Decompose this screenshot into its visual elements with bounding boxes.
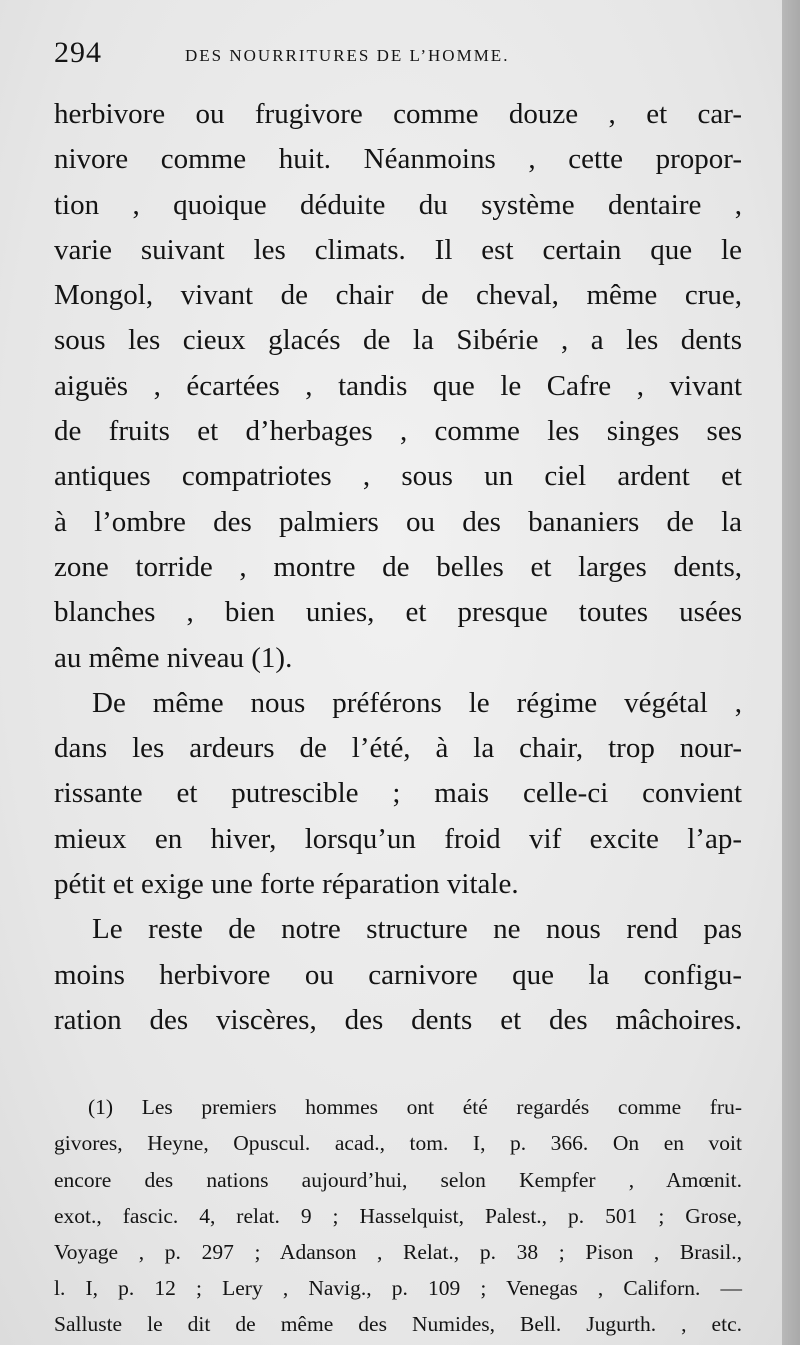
text-line: blanches , bien unies, et presque toutes usées: [54, 596, 742, 629]
paragraph-2: [54, 681, 742, 907]
text-line: pétit et exige une forte réparation vitale.: [54, 868, 519, 901]
text-line: nivore comme huit. Néanmoins , cette propor-: [54, 143, 742, 176]
text-line: mieux en hiver, lorsqu’un froid vif excite l’ap-: [54, 822, 742, 855]
running-title: DES NOURRITURES DE L’HOMME.: [185, 46, 510, 65]
page-number: 294: [54, 36, 102, 69]
page-edge: [782, 0, 800, 1345]
running-head: [54, 0, 742, 92]
text-line: rissante et putrescible ; mais celle-ci convient: [54, 777, 742, 810]
footnote-line: givores, Heyne, Opuscul. acad., tom. I, p. 366. On en voit: [54, 1131, 742, 1156]
footnote-line: (1) Les premiers hommes ont été regardés comme fru-: [88, 1095, 742, 1120]
text-line: de fruits et d’herbages , comme les singes ses: [54, 415, 742, 448]
text-line: ration des viscères, des dents et des mâchoires.: [54, 1003, 742, 1036]
text-line: à l’ombre des palmiers ou des bananiers de la: [54, 505, 742, 538]
footnote-line: Salluste le dit de même des Numides, Bell. Jugurth. , etc.: [54, 1312, 742, 1337]
text-line: au même niveau (1).: [54, 641, 293, 674]
text-line: varie suivant les climats. Il est certain que le: [54, 233, 742, 266]
paragraph-1: [54, 92, 742, 681]
text-line: zone torride , montre de belles et larges dents,: [54, 550, 742, 583]
text-line: tion , quoique déduite du système dentaire ,: [54, 188, 742, 221]
footnote: [54, 1089, 742, 1342]
text-line: antiques compatriotes , sous un ciel ardent et: [54, 460, 742, 493]
footnote-line: l. I, p. 12 ; Lery , Navig., p. 109 ; Venegas , Californ. —: [54, 1276, 742, 1301]
text-line: dans les ardeurs de l’été, à la chair, trop nour-: [54, 732, 742, 765]
text-line: sous les cieux glacés de la Sibérie , a les dents: [54, 324, 742, 357]
text-line: Mongol, vivant de chair de cheval, même crue,: [54, 279, 742, 312]
text-line: Le reste de notre structure ne nous rend pas: [92, 913, 742, 946]
body-text: [54, 92, 742, 1043]
footnote-line: encore des nations aujourd’hui, selon Kempfer , Amœnit.: [54, 1167, 742, 1192]
paragraph-3: [54, 907, 742, 1043]
footnote-line: exot., fascic. 4, relat. 9 ; Hasselquist, Palest., p. 501 ; Grose,: [54, 1203, 742, 1228]
text-line: aiguës , écartées , tandis que le Cafre , vivant: [54, 369, 742, 402]
text-line: De même nous préférons le régime végétal ,: [92, 686, 742, 719]
text-line: herbivore ou frugivore comme douze , et car-: [54, 98, 742, 130]
footnote-line: Voyage , p. 297 ; Adanson , Relat., p. 38 ; Pison , Brasil.,: [54, 1239, 742, 1264]
text-line: moins herbivore ou carnivore que la configu-: [54, 958, 742, 991]
